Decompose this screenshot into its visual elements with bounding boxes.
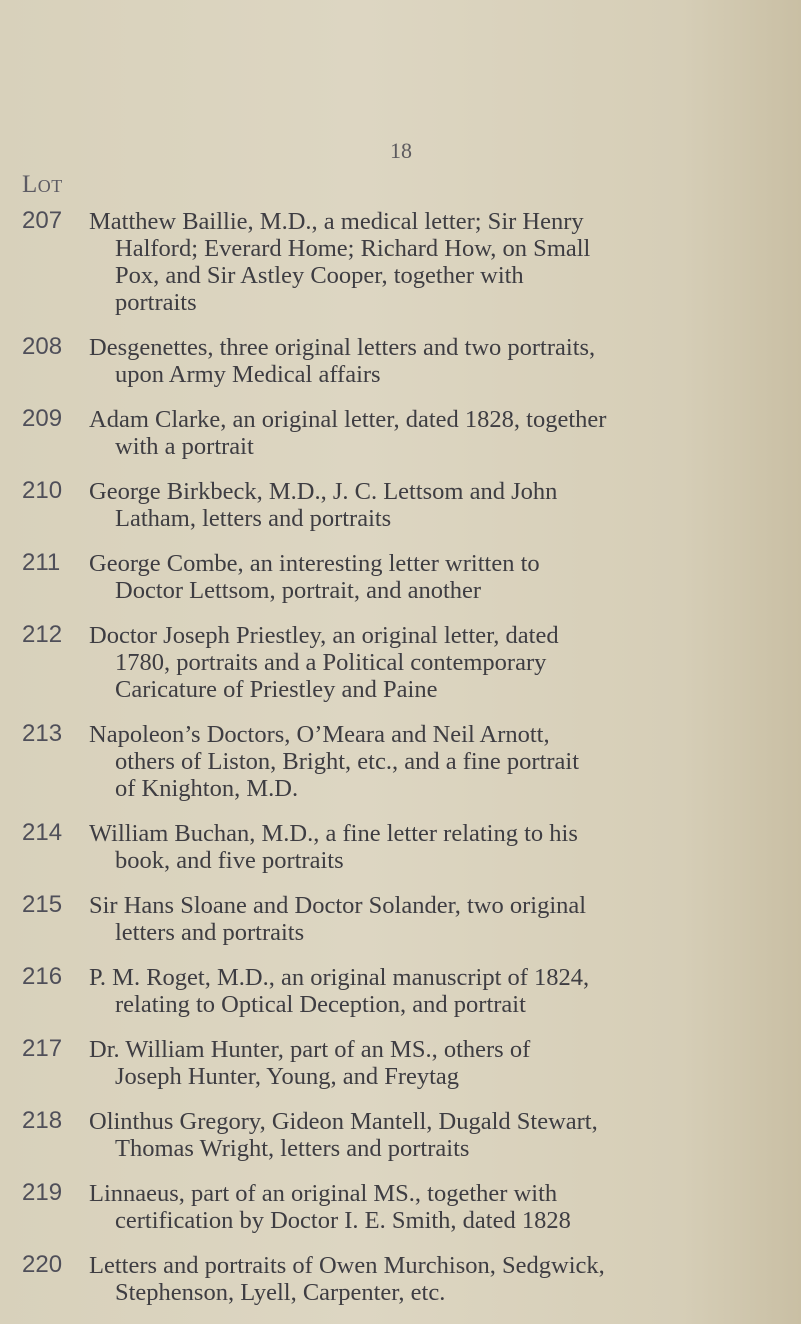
lot-number: 208 xyxy=(22,333,63,360)
lot-description-line: Adam Clarke, an original letter, dated 1828, together xyxy=(89,406,607,433)
lot-description-line: Sir Hans Sloane and Doctor Solander, two original xyxy=(89,892,587,919)
lot-entry xyxy=(22,820,792,874)
lot-description-line: portraits xyxy=(115,289,197,316)
lot-number: 214 xyxy=(22,819,63,846)
lot-description-line: Latham, letters and portraits xyxy=(115,505,392,532)
lot-number: 220 xyxy=(22,1251,63,1278)
lot-description xyxy=(89,892,792,946)
lot-description-line: Joseph Hunter, Young, and Freytag xyxy=(115,1063,460,1090)
lot-number: 218 xyxy=(22,1107,63,1134)
lot-number: 213 xyxy=(22,720,63,747)
lot-description xyxy=(89,1108,792,1162)
lot-description-line: letters and portraits xyxy=(115,919,305,946)
lot-number: 210 xyxy=(22,477,63,504)
lot-description-line: Doctor Joseph Priestley, an original letter, dated xyxy=(89,622,559,649)
lot-number: 219 xyxy=(22,1179,63,1206)
lot-entry xyxy=(22,550,792,604)
lot-description-line: Olinthus Gregory, Gideon Mantell, Dugald Stewart, xyxy=(89,1108,598,1135)
lot-entry xyxy=(22,1108,792,1162)
lot-description-line: Thomas Wright, letters and portraits xyxy=(115,1135,470,1162)
lot-number: 217 xyxy=(22,1035,63,1062)
lot-description-line: Linnaeus, part of an original MS., together with xyxy=(89,1180,558,1207)
lot-description xyxy=(89,1036,792,1090)
lot-description xyxy=(89,550,792,604)
lot-entry xyxy=(22,208,792,316)
lot-description-line: Dr. William Hunter, part of an MS., others of xyxy=(89,1036,531,1063)
lot-description xyxy=(89,478,792,532)
lot-entry xyxy=(22,622,792,703)
lot-column-header: Lot xyxy=(22,171,63,198)
lot-description xyxy=(89,622,792,703)
lot-description-line: Halford; Everard Home; Richard How, on Small xyxy=(115,235,591,262)
lot-description-line: Stephenson, Lyell, Carpenter, etc. xyxy=(115,1279,446,1306)
lot-description xyxy=(89,406,792,460)
lot-list xyxy=(22,208,792,1324)
lot-number: 216 xyxy=(22,963,63,990)
lot-description-line: book, and five portraits xyxy=(115,847,344,874)
lot-number: 215 xyxy=(22,891,63,918)
lot-entry xyxy=(22,721,792,802)
lot-description-line: Napoleon’s Doctors, O’Meara and Neil Arnott, xyxy=(89,721,550,748)
lot-description xyxy=(89,1252,792,1306)
lot-description-line: 1780, portraits and a Political contemporary xyxy=(115,649,547,676)
lot-description-line: of Knighton, M.D. xyxy=(115,775,299,802)
page-number: 18 xyxy=(390,138,412,163)
lot-description-line: Matthew Baillie, M.D., a medical letter; Sir Henry xyxy=(89,208,584,235)
lot-entry xyxy=(22,1252,792,1306)
lot-entry xyxy=(22,1180,792,1234)
lot-entry xyxy=(22,964,792,1018)
lot-description-line: relating to Optical Deception, and portrait xyxy=(115,991,526,1018)
lot-number: 209 xyxy=(22,405,63,432)
lot-description xyxy=(89,208,792,316)
lot-description-line: Caricature of Priestley and Paine xyxy=(115,676,438,703)
lot-description-line: Pox, and Sir Astley Cooper, together with xyxy=(115,262,524,289)
lot-entry xyxy=(22,1036,792,1090)
lot-number: 207 xyxy=(22,207,63,234)
lot-description xyxy=(89,964,792,1018)
lot-number: 211 xyxy=(22,549,61,576)
lot-description xyxy=(89,721,792,802)
lot-description-line: Doctor Lettsom, portrait, and another xyxy=(115,577,482,604)
lot-entry xyxy=(22,478,792,532)
lot-description-line: certification by Doctor I. E. Smith, dated 1828 xyxy=(115,1207,571,1234)
lot-description-line: Desgenettes, three original letters and two portraits, xyxy=(89,334,596,361)
lot-description xyxy=(89,820,792,874)
lot-description-line: George Combe, an interesting letter written to xyxy=(89,550,540,577)
lot-description xyxy=(89,1180,792,1234)
lot-entry xyxy=(22,892,792,946)
lot-entry xyxy=(22,406,792,460)
lot-description-line: George Birkbeck, M.D., J. C. Lettsom and John xyxy=(89,478,558,505)
lot-entry xyxy=(22,334,792,388)
lot-description-line: P. M. Roget, M.D., an original manuscript of 1824, xyxy=(89,964,590,991)
lot-description-line: with a portrait xyxy=(115,433,254,460)
lot-number: 212 xyxy=(22,621,63,648)
lot-description-line: others of Liston, Bright, etc., and a fine portrait xyxy=(115,748,580,775)
lot-description-line: Letters and portraits of Owen Murchison, Sedgwick, xyxy=(89,1252,605,1279)
lot-description xyxy=(89,334,792,388)
lot-description-line: upon Army Medical affairs xyxy=(115,361,381,388)
lot-description-line: William Buchan, M.D., a fine letter relating to his xyxy=(89,820,578,847)
